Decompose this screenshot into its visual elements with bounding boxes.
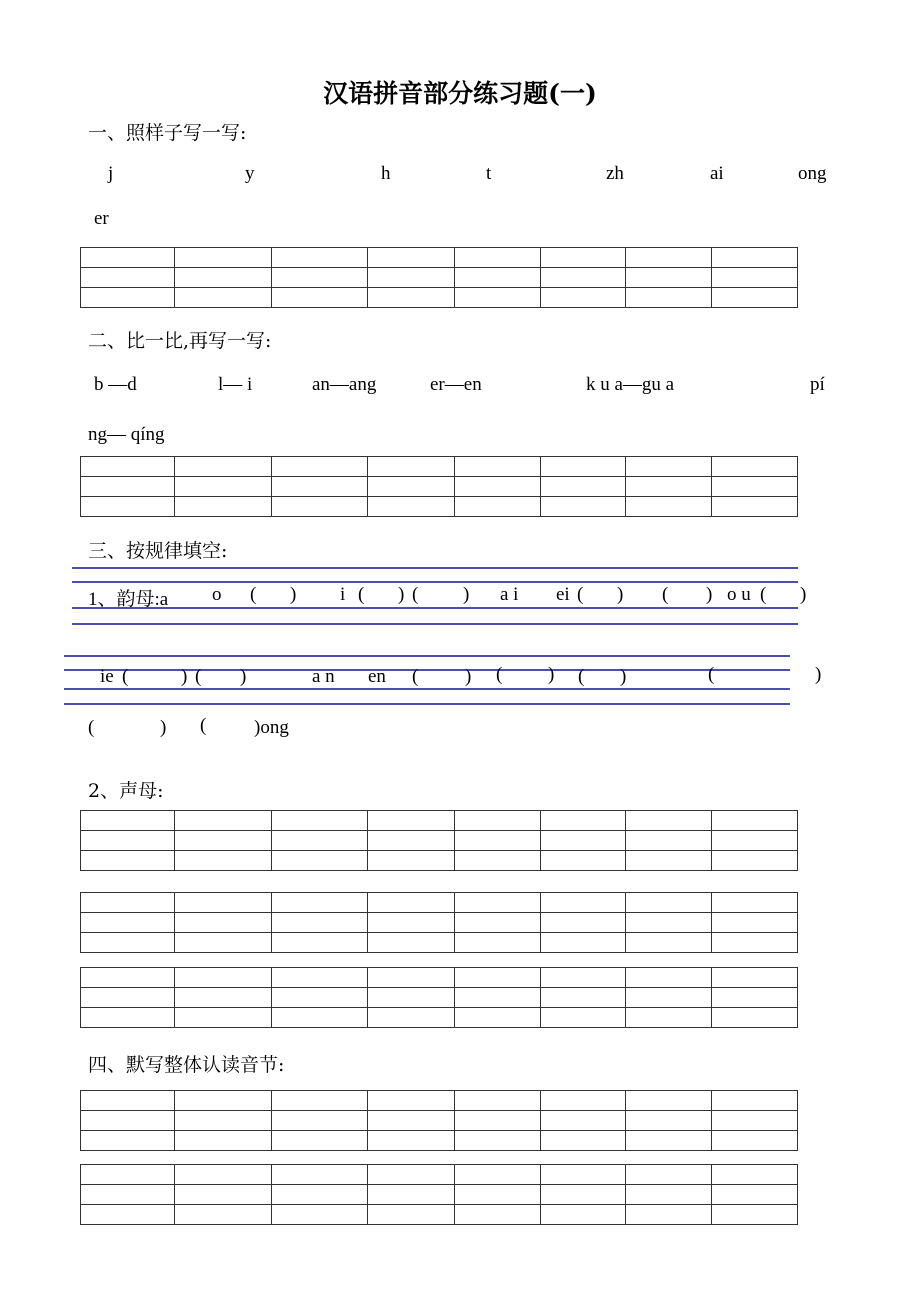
writing-grid-4[interactable]: [80, 892, 798, 953]
letter-j: j: [108, 163, 114, 184]
blank-open: (: [412, 666, 419, 687]
section1-heading: 一、照样子写一写:: [88, 122, 247, 144]
writing-grid-1[interactable]: [80, 247, 798, 308]
vowel-i: i: [340, 584, 346, 605]
pair-b-d: b —d: [94, 374, 137, 395]
ruling-line: [72, 607, 798, 609]
pair-l-i: l— i: [218, 374, 253, 395]
section4-heading: 四、默写整体认读音节:: [88, 1054, 285, 1076]
section3-heading: 三、按规律填空:: [88, 540, 228, 562]
blank-open: (: [195, 666, 202, 687]
blank-open: (: [250, 584, 257, 605]
letter-ai: ai: [710, 163, 724, 184]
pair-er-en: er—en: [430, 374, 482, 395]
writing-grid-5[interactable]: [80, 967, 798, 1028]
ruling-line: [64, 688, 790, 690]
blank-close: ): [706, 584, 713, 605]
blank-close: ): [160, 717, 167, 738]
vowel-o: o: [212, 584, 222, 605]
letter-h: h: [381, 163, 391, 184]
vowel-ou: o u: [727, 584, 751, 605]
writing-grid-6[interactable]: [80, 1090, 798, 1151]
writing-grid-7[interactable]: [80, 1164, 798, 1225]
blank-open: (: [760, 584, 767, 605]
vowel-ie: ie: [100, 666, 114, 687]
blank-close: ): [617, 584, 624, 605]
blank-open: (: [88, 717, 95, 738]
blank-open: (: [412, 584, 419, 605]
vowel-ai: a i: [500, 584, 519, 605]
ruling-line: [72, 581, 798, 583]
ruling-line: [64, 669, 790, 671]
pair-pi: pí: [810, 374, 825, 395]
letter-er: er: [94, 208, 109, 229]
ruling-line: [72, 567, 798, 569]
blank-close: ): [398, 584, 405, 605]
page-title: 汉语拼音部分练习题(一): [323, 79, 597, 108]
blank-close: ): [465, 666, 472, 687]
blank-open: (: [578, 666, 585, 687]
blank-open: (: [200, 715, 207, 736]
initials-subheading: 2、声母:: [88, 780, 164, 802]
ruling-line: [72, 623, 798, 625]
letter-y: y: [245, 163, 255, 184]
letter-ong: ong: [798, 163, 827, 184]
vowel-label: 1、韵母:a: [88, 589, 169, 610]
letter-t: t: [486, 163, 492, 184]
blank-open: (: [358, 584, 365, 605]
vowel-en: en: [368, 666, 386, 687]
blank-close: ): [181, 666, 188, 687]
blank-close: ): [290, 584, 297, 605]
vowel-ei: ei: [556, 584, 570, 605]
blank-close: ): [800, 584, 807, 605]
pair-an-ang: an—ang: [312, 374, 377, 395]
ruling-line: [64, 655, 790, 657]
blank-close: ): [548, 664, 555, 685]
blank-open: (: [496, 664, 503, 685]
blank-open: (: [708, 664, 715, 685]
blank-close: ): [620, 666, 627, 687]
section2-heading: 二、比一比,再写一写:: [88, 330, 272, 352]
vowel-an: a n: [312, 666, 335, 687]
writing-grid-2[interactable]: [80, 456, 798, 517]
pair-ng-qing: ng— qíng: [88, 424, 165, 445]
blank-close: ): [463, 584, 470, 605]
blank-open: (: [662, 584, 669, 605]
pair-kua-gua: k u a—gu a: [586, 374, 675, 395]
blank-close: ): [240, 666, 247, 687]
ruling-line: [64, 703, 790, 705]
blank-close: ): [815, 664, 822, 685]
blank-ong: )ong: [254, 717, 289, 738]
letter-zh: zh: [606, 163, 624, 184]
blank-open: (: [122, 666, 129, 687]
writing-grid-3[interactable]: [80, 810, 798, 871]
blank-open: (: [577, 584, 584, 605]
